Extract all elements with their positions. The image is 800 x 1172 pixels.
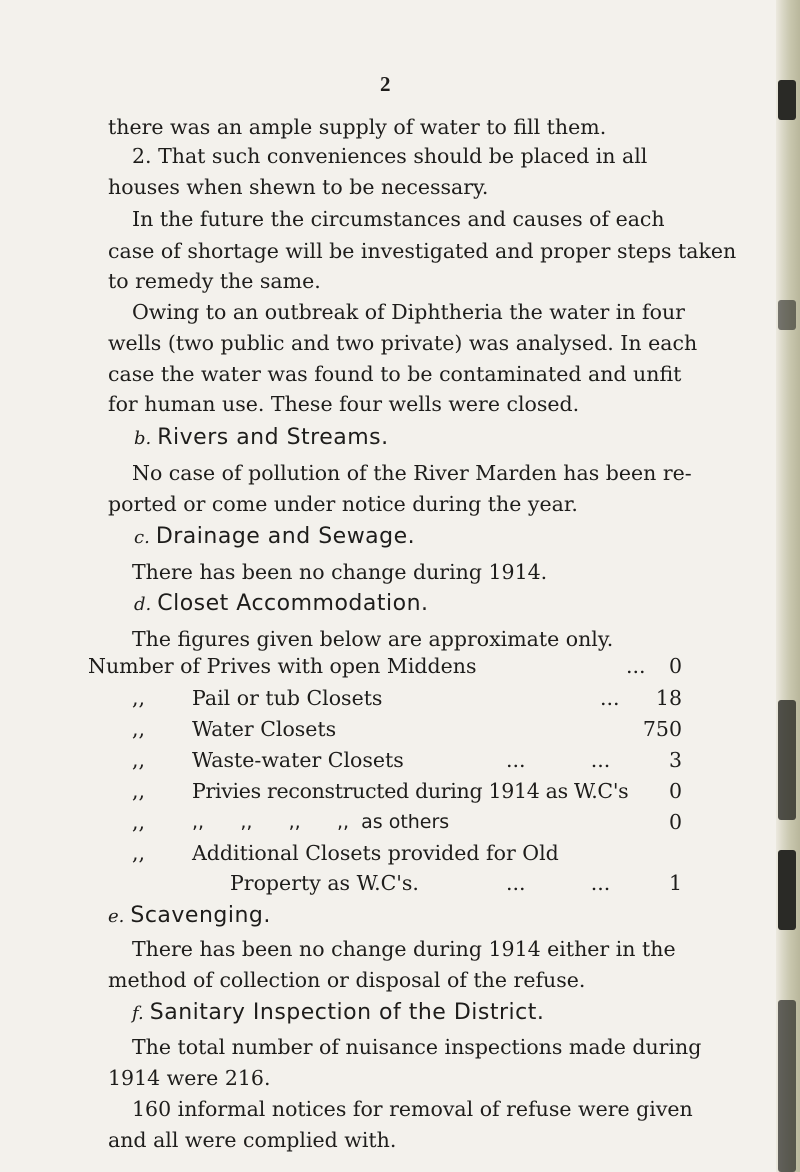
row-label: Waste-water Closets bbox=[192, 748, 404, 772]
section-heading-b bbox=[134, 425, 389, 450]
closet-row bbox=[88, 683, 682, 713]
row-label: Pail or tub Closets bbox=[192, 686, 383, 710]
row-label: ,, ,, ,, ,, as others bbox=[192, 811, 450, 833]
section-letter: b. bbox=[134, 428, 152, 449]
row-leader: ... bbox=[600, 686, 620, 710]
row-value: 0 bbox=[668, 779, 682, 803]
paragraph-line: Owing to an outbreak of Diphtheria the water in four bbox=[132, 300, 685, 324]
closet-row bbox=[88, 714, 682, 744]
paragraph-line: No case of pollution of the River Marden has been re- bbox=[132, 461, 692, 485]
ditto-mark: ,, bbox=[132, 748, 146, 772]
row-value: 3 bbox=[668, 748, 682, 772]
row-label: Additional Closets provided for Old bbox=[192, 841, 559, 865]
paragraph-line: to remedy the same. bbox=[108, 269, 321, 293]
closet-row bbox=[88, 651, 682, 681]
section-title: Sanitary Inspection of the District. bbox=[149, 1000, 545, 1025]
row-value: 0 bbox=[668, 654, 682, 678]
section-heading-e bbox=[108, 903, 271, 928]
paragraph-line: There has been no change during 1914. bbox=[132, 560, 548, 584]
row-leader: ... bbox=[626, 654, 646, 678]
paragraph-line: In the future the circumstances and causes of each bbox=[132, 207, 665, 231]
section-letter: d. bbox=[134, 594, 152, 615]
paragraph-line: case of shortage will be investigated and proper steps taken bbox=[108, 239, 737, 263]
ditto-mark: ,, bbox=[132, 686, 146, 710]
row-leader: ... ... bbox=[506, 871, 611, 895]
closet-row bbox=[88, 745, 682, 775]
section-title: Rivers and Streams. bbox=[157, 425, 389, 450]
row-value: 18 bbox=[655, 686, 682, 710]
closet-row bbox=[88, 807, 682, 837]
section-letter: e. bbox=[108, 906, 125, 927]
row-label: Water Closets bbox=[192, 717, 337, 741]
ditto-mark: ,, bbox=[132, 779, 146, 803]
paragraph-line: there was an ample supply of water to fill them. bbox=[108, 115, 607, 139]
edge-mark bbox=[778, 700, 796, 820]
closet-row bbox=[88, 868, 682, 898]
page-edge-shadow bbox=[776, 0, 800, 1172]
page-number: 2 bbox=[380, 72, 391, 96]
paragraph-line: and all were complied with. bbox=[108, 1128, 397, 1152]
paragraph-line: wells (two public and two private) was analysed. In each bbox=[108, 331, 698, 355]
paragraph-line: houses when shewn to be necessary. bbox=[108, 175, 489, 199]
paragraph-line: There has been no change during 1914 either in the bbox=[132, 937, 676, 961]
section-title: Drainage and Sewage. bbox=[155, 524, 416, 549]
section-letter: f. bbox=[132, 1003, 144, 1024]
section-title: Scavenging. bbox=[130, 903, 271, 928]
edge-mark bbox=[778, 1000, 796, 1172]
paragraph-line: The figures given below are approximate only. bbox=[132, 627, 614, 651]
paragraph-line: for human use. These four wells were closed. bbox=[108, 392, 580, 416]
section-heading-f bbox=[132, 1000, 544, 1025]
paragraph-line: 2. That such conveniences should be placed in all bbox=[132, 144, 648, 168]
paragraph-line: 160 informal notices for removal of refuse were given bbox=[132, 1097, 693, 1121]
ditto-mark: ,, bbox=[132, 717, 146, 741]
ditto-mark: ,, bbox=[132, 810, 146, 834]
edge-mark bbox=[778, 300, 796, 330]
row-label: Property as W.C's. bbox=[230, 871, 419, 895]
row-label: Number of Prives with open Middens bbox=[88, 654, 477, 678]
ditto-mark: ,, bbox=[132, 841, 146, 865]
closet-row bbox=[88, 776, 682, 806]
section-letter: c. bbox=[134, 527, 150, 548]
row-value: 0 bbox=[668, 810, 682, 834]
section-heading-d bbox=[134, 591, 429, 616]
row-value: 1 bbox=[668, 871, 682, 895]
section-heading-c bbox=[134, 524, 415, 549]
paragraph-line: ported or come under notice during the year. bbox=[108, 492, 578, 516]
section-title: Closet Accommodation. bbox=[157, 591, 429, 616]
row-value: 750 bbox=[642, 717, 682, 741]
edge-mark bbox=[778, 80, 796, 120]
edge-mark bbox=[778, 850, 796, 930]
paragraph-line: method of collection or disposal of the refuse. bbox=[108, 968, 586, 992]
row-label: Privies reconstructed during 1914 as W.C's bbox=[192, 779, 629, 803]
closet-row bbox=[88, 838, 682, 868]
paragraph-line: The total number of nuisance inspections made during bbox=[132, 1035, 702, 1059]
paragraph-line: 1914 were 216. bbox=[108, 1066, 271, 1090]
row-leader: ... ... bbox=[506, 748, 611, 772]
paragraph-line: case the water was found to be contaminated and unfit bbox=[108, 362, 682, 386]
